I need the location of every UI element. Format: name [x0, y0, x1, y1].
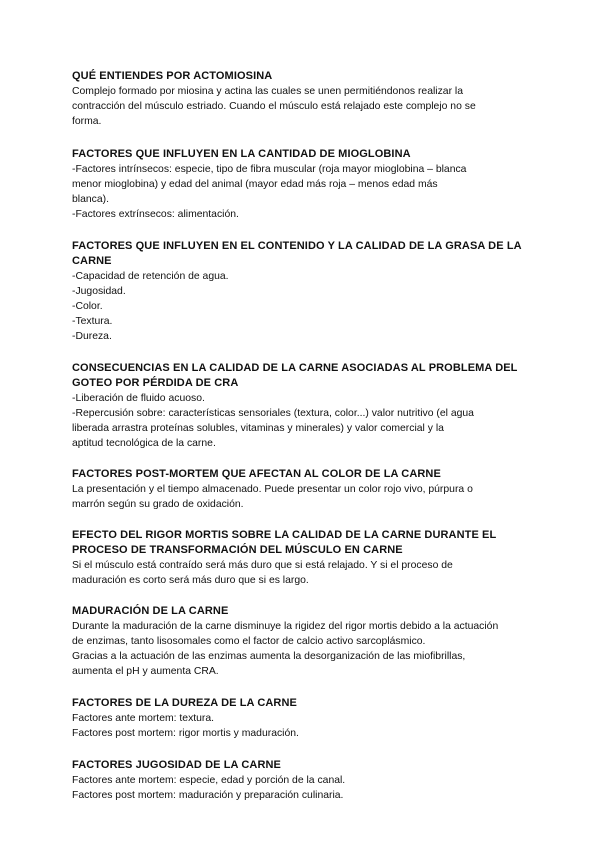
paragraph-line: forma.: [72, 116, 102, 127]
paragraph-line: marrón según su grado de oxidación.: [72, 499, 244, 510]
section-heading: FACTORES JUGOSIDAD DE LA CARNE: [72, 759, 281, 771]
document-page: [72, 69, 532, 820]
section-heading: MADURACIÓN DE LA CARNE: [72, 605, 229, 617]
paragraph-line: Factores ante mortem: textura.: [72, 713, 215, 724]
paragraph-line: -Repercusión sobre: características sensoriales (textura, color...) valor nutritivo (el agua: [72, 408, 474, 419]
section-heading: QUÉ ENTIENDES POR ACTOMIOSINA: [72, 70, 273, 82]
section-heading: FACTORES QUE INFLUYEN EN LA CANTIDAD DE MIOGLOBINA: [72, 148, 411, 160]
paragraph-line: Complejo formado por miosina y actina las cuales se unen permitiéndonos realizar la: [72, 86, 464, 97]
section-heading: FACTORES DE LA DUREZA DE LA CARNE: [72, 697, 297, 709]
section-goteo: [72, 361, 532, 451]
paragraph-line: Si el músculo está contraído será más duro que si está relajado. Y si el proceso de: [72, 560, 453, 571]
section-heading: EFECTO DEL RIGOR MORTIS SOBRE LA CALIDAD DE LA CARNE DURANTE EL: [72, 529, 497, 541]
paragraph-line: aumenta el pH y aumenta CRA.: [72, 666, 219, 677]
paragraph-line: -Factores intrínsecos: especie, tipo de fibra muscular (roja mayor mioglobina – blanca: [72, 164, 467, 175]
paragraph-line: La presentación y el tiempo almacenado. Puede presentar un color rojo vivo, púrpura o: [72, 484, 473, 495]
paragraph-line: liberada arrastra proteínas solubles, vitaminas y minerales) y valor comercial y la: [72, 423, 444, 434]
paragraph-line: Gracias a la actuación de las enzimas aumenta la desorganización de las miofibrillas,: [72, 651, 466, 662]
section-heading: CARNE: [72, 255, 112, 267]
section-mioglobina: [72, 147, 532, 222]
list-item: -Color.: [72, 301, 103, 312]
section-dureza: [72, 696, 532, 741]
section-color: [72, 467, 532, 512]
paragraph-line: blanca).: [72, 194, 109, 205]
section-grasa: [72, 239, 532, 344]
paragraph-line: menor mioglobina) y edad del animal (mayor edad más roja – menos edad más: [72, 179, 438, 190]
section-jugosidad: [72, 758, 532, 803]
section-heading: FACTORES POST-MORTEM QUE AFECTAN AL COLOR DE LA CARNE: [72, 468, 441, 480]
paragraph-line: contracción del músculo estriado. Cuando el músculo está relajado este complejo no se: [72, 101, 476, 112]
section-rigor-mortis: [72, 528, 532, 588]
section-actomiosina: [72, 69, 532, 129]
section-maduracion: [72, 604, 532, 679]
list-item: -Jugosidad.: [72, 286, 126, 297]
paragraph-line: -Liberación de fluido acuoso.: [72, 393, 205, 404]
paragraph-line: maduración es corto será más duro que si es largo.: [72, 575, 309, 586]
paragraph-line: Durante la maduración de la carne disminuye la rigidez del rigor mortis debido a la actuación: [72, 621, 499, 632]
section-heading: PROCESO DE TRANSFORMACIÓN DEL MÚSCULO EN CARNE: [72, 544, 403, 556]
paragraph-line: Factores ante mortem: especie, edad y porción de la canal.: [72, 775, 346, 786]
list-item: -Textura.: [72, 316, 113, 327]
paragraph-line: aptitud tecnológica de la carne.: [72, 438, 216, 449]
list-item: -Capacidad de retención de agua.: [72, 271, 229, 282]
paragraph-line: Factores post mortem: maduración y preparación culinaria.: [72, 790, 344, 801]
section-heading: FACTORES QUE INFLUYEN EN EL CONTENIDO Y LA CALIDAD DE LA GRASA DE LA: [72, 240, 522, 252]
paragraph-line: de enzimas, tanto lisosomales como el factor de calcio activo sarcoplásmico.: [72, 636, 426, 647]
paragraph-line: -Factores extrínsecos: alimentación.: [72, 209, 239, 220]
paragraph-line: Factores post mortem: rigor mortis y maduración.: [72, 728, 299, 739]
list-item: -Dureza.: [72, 331, 112, 342]
section-heading: CONSECUENCIAS EN LA CALIDAD DE LA CARNE ASOCIADAS AL PROBLEMA DEL: [72, 362, 518, 374]
section-heading: GOTEO POR PÉRDIDA DE CRA: [72, 377, 239, 389]
